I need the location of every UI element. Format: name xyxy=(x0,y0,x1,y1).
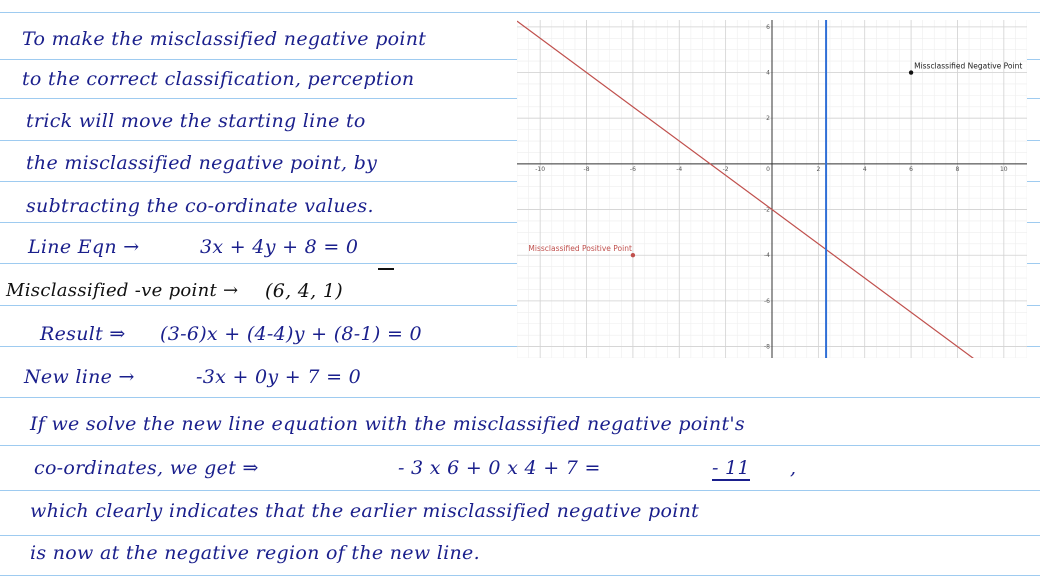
para-line-1: If we solve the new line equation with the misclassified negative point's xyxy=(30,413,745,435)
para-line-2b: - 3 x 6 + 0 x 4 + 7 = xyxy=(398,457,601,479)
para-line-2a: co-ordinates, we get ⇒ xyxy=(34,457,259,479)
line-eqn: 3x + 4y + 8 = 0 xyxy=(200,236,359,258)
y-tick-label: -8 xyxy=(764,343,770,351)
underline-mark xyxy=(378,268,394,270)
note-line-4: the misclassified negative point, by xyxy=(26,152,378,174)
para-line-3: which clearly indicates that the earlier misclassified negative point xyxy=(30,500,700,522)
negative-point-label: Missclassified Negative Point xyxy=(914,61,1023,71)
y-tick-label: -4 xyxy=(764,252,770,260)
note-line-1: To make the misclassified negative point xyxy=(22,28,427,50)
x-tick-label: -8 xyxy=(583,165,590,173)
y-tick-label: 2 xyxy=(766,115,770,123)
ruled-line xyxy=(0,397,1040,398)
para-line-2c: , xyxy=(790,457,797,479)
line-eqn-label: Line Eqn → xyxy=(28,236,140,258)
ruled-line xyxy=(0,12,1040,13)
para-line-4: is now at the negative region of the new line. xyxy=(30,542,480,564)
positive-point xyxy=(631,253,635,257)
x-tick-label: 8 xyxy=(955,165,960,173)
ruled-line xyxy=(0,575,1040,576)
y-tick-label: -6 xyxy=(764,297,770,305)
x-tick-label: -6 xyxy=(629,165,636,173)
note-line-5: subtracting the co-ordinate values. xyxy=(26,195,374,217)
para-result: - 11 xyxy=(712,457,750,479)
ruled-line xyxy=(0,490,1040,491)
graph-plot xyxy=(517,20,1027,358)
x-tick-label: 0 xyxy=(766,165,770,173)
note-line-2: to the correct classification, perception xyxy=(22,68,415,90)
x-tick-label: -2 xyxy=(722,165,729,173)
x-tick-label: -10 xyxy=(535,165,546,173)
x-tick-label: 2 xyxy=(816,165,821,173)
new-line-expr: -3x + 0y + 7 = 0 xyxy=(196,366,362,388)
misclassified-point: (6, 4, 1) xyxy=(265,280,343,302)
x-tick-label: -4 xyxy=(676,165,683,173)
result-expr: (3-6)x + (4-4)y + (8-1) = 0 xyxy=(160,323,422,345)
result-label: Result ⇒ xyxy=(40,323,126,345)
positive-point-label: Missclassified Positive Point xyxy=(528,244,632,254)
x-tick-label: 10 xyxy=(999,165,1008,173)
y-tick-label: 6 xyxy=(766,23,770,31)
note-line-3: trick will move the starting line to xyxy=(26,110,366,132)
x-tick-label: 6 xyxy=(909,165,914,173)
y-tick-label: -2 xyxy=(764,206,770,214)
ruled-line xyxy=(0,535,1040,536)
plot-svg xyxy=(517,20,1027,358)
new-line-label: New line → xyxy=(24,366,135,388)
misclassified-label: Misclassified -ve point → xyxy=(6,280,239,301)
y-tick-label: 4 xyxy=(766,69,770,77)
negative-point xyxy=(909,70,913,74)
x-tick-label: 4 xyxy=(862,165,867,173)
ruled-line xyxy=(0,445,1040,446)
